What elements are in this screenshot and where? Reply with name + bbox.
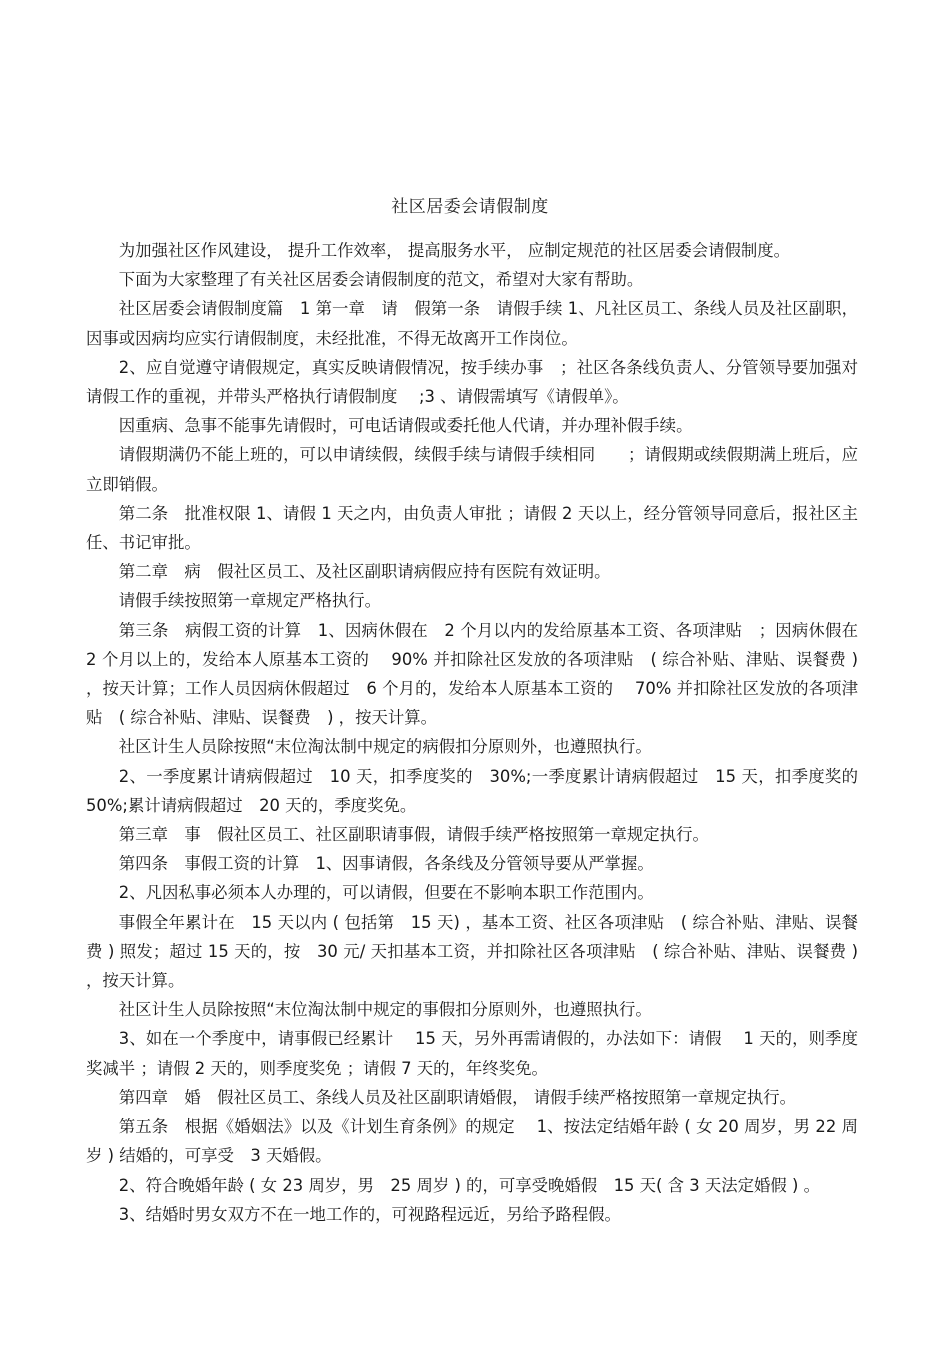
paragraph: 第二章 病 假社区员工、及社区副职请病假应持有医院有效证明。 [118, 562, 611, 582]
paragraph: 因重病、急事不能事先请假时，可电话请假或委托他人代请，并办理补假手续。 [118, 416, 693, 436]
paragraph: 请假手续按照第一章规定严格执行。 [118, 591, 382, 611]
paragraph: 2、符合晚婚年龄 ( 女 23 周岁，男 25 周岁 ) 的，可享受晚婚假 15 天( 含 3 天法定婚假 ) 。 [118, 1175, 821, 1195]
paragraph: 社区计生人员除按照“末位淘汰制中规定的事假扣分原则外，也遵照执行。 [118, 1000, 652, 1020]
paragraph: 3、结婚时男女双方不在一地工作的，可视路程远近，另给予路程假。 [118, 1204, 621, 1224]
paragraph: 2、一季度累计请病假超过 10 天，扣季度奖的 30%;一季度累计请病假超过 15 天，扣季度奖的 50%;累计请病假超过 20 天的，季度奖免。 [86, 766, 858, 815]
paragraph: 请假期满仍不能上班的，可以申请续假，续假手续与请假手续相同 ；请假期或续假期满上班后，应立即销假。 [86, 445, 858, 494]
paragraph: 第五条 根据《婚姻法》以及《计划生育条例》的规定 1、按法定结婚年龄 ( 女 20 周岁，男 22 周岁 ) 结婚的，可享受 3 天婚假。 [86, 1117, 858, 1166]
paragraph: 社区居委会请假制度篇 1 第一章 请 假第一条 请假手续 1、凡社区员工、条线人员及社区副职，因事或因病均应实行请假制度，未经批准，不得无故离开工作岗位。 [86, 299, 858, 348]
paragraph: 第四条 事假工资的计算 1、因事请假，各条线及分管领导要从严掌握。 [118, 854, 654, 874]
paragraph: 为加强社区作风建设， 提升工作效率， 提高服务水平， 应制定规范的社区居委会请假制度。 [118, 241, 791, 260]
paragraph: 第四章 婚 假社区员工、条线人员及社区副职请婚假， 请假手续严格按照第一章规定执行。 [118, 1087, 797, 1107]
paragraph: 2、应自觉遵守请假规定，真实反映请假情况，按手续办事 ；社区各条线负责人、分管领导要加强对请假工作的重视，并带头严格执行请假制度 ;3 、请假需填写《请假单》。 [86, 357, 858, 407]
paragraph: 第三章 事 假社区员工、社区副职请事假，请假手续严格按照第一章规定执行。 [118, 825, 709, 845]
document-title: 社区居委会请假制度 [391, 197, 549, 217]
document-body [86, 236, 875, 1229]
paragraph: 2、凡因私事必须本人办理的，可以请假，但要在不影响本职工作范围内。 [118, 883, 654, 903]
paragraph: 3、如在一个季度中，请事假已经累计 15 天，另外再需请假的，办法如下：请假 1 天的，则季度奖减半 ；请假 2 天的，则季度奖免 ；请假 7 天的，年终奖免。 [86, 1029, 858, 1078]
paragraph: 第三条 病假工资的计算 1、因病休假在 2 个月以内的发给原基本工资、各项津贴 ；因病休假在 2 个月以上的，发给本人原基本工资的 90% 并扣除社区发放的各项津贴 ( 综合补贴、津贴、误餐费 ) ，按天计算；工作人员因病休假超过 6 个月的，发给本人原基本工资的 70% 并扣除社区发放的各项津贴 ( 综合补贴、津贴、误餐费 ) ，按天计算。 [86, 620, 875, 728]
paragraph: 事假全年累计在 15 天以内 ( 包括第 15 天) ，基本工资、社区各项津贴 ( 综合补贴、津贴、误餐费 ) 照发；超过 15 天的，按 30 元/ 天扣基本工资，并扣除社区各项津贴 ( 综合补贴、津贴、误餐费 ) ，按天计算。 [86, 912, 858, 991]
paragraph: 下面为大家整理了有关社区居委会请假制度的范文，希望对大家有帮助。 [118, 270, 644, 290]
paragraph: 社区计生人员除按照“末位淘汰制中规定的病假扣分原则外，也遵照执行。 [118, 737, 652, 757]
paragraph: 第二条 批准权限 1、请假 1 天之内，由负责人审批 ；请假 2 天以上，经分管领导同意后，报社区主任、书记审批。 [86, 503, 858, 553]
